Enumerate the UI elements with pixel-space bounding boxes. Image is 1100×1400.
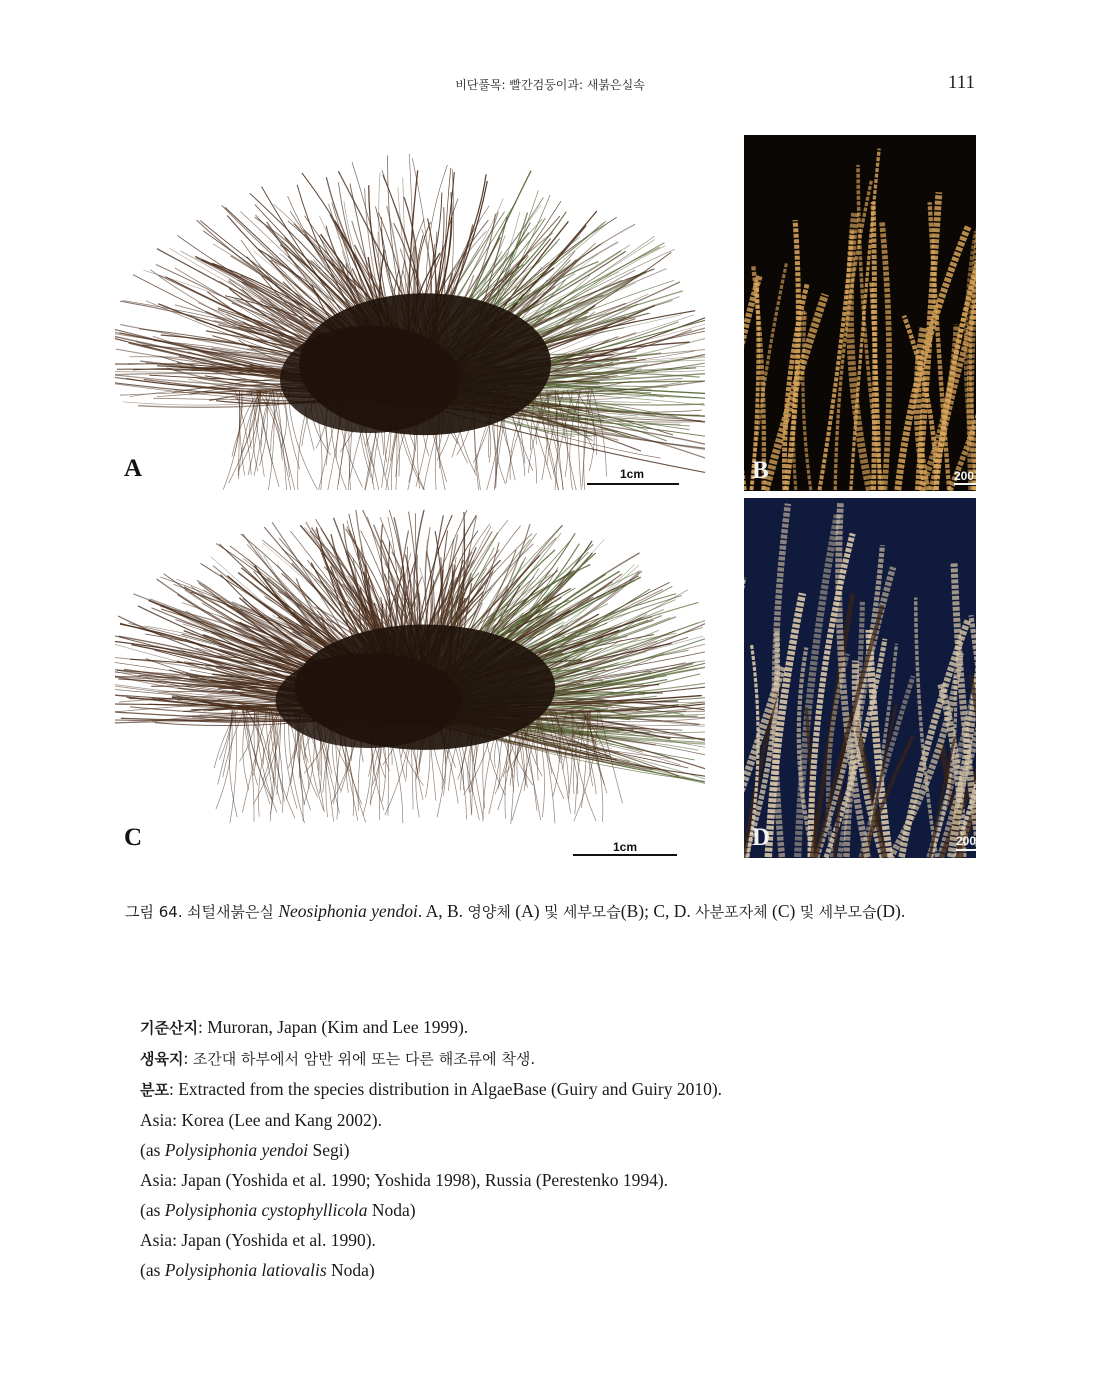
synonym-name: Polysiphonia yendoi (164, 1140, 309, 1160)
synonym-line: (as Polysiphonia cystophyllicola Noda) (140, 1200, 416, 1220)
scale-bar-c (573, 854, 677, 856)
species-info (140, 1012, 980, 1285)
panel-letter-b: B (752, 457, 769, 484)
distribution-record: Asia: Korea (Lee and Kang 2002). (140, 1110, 382, 1130)
caption-figure-number: 그림 64. (125, 903, 183, 921)
caption-text: (A) (515, 901, 540, 921)
figure-panel-d (744, 498, 976, 858)
scale-bar-a (587, 483, 679, 485)
distribution-line (140, 1074, 980, 1105)
running-header: 비단풀목: 빨간검둥이과: 새붉은실속 (455, 78, 645, 92)
caption-text: 및 (799, 903, 815, 921)
figure-panel-a (115, 140, 705, 490)
synonym-line: (as Polysiphonia yendoi Segi) (140, 1140, 350, 1160)
micrograph-image-b (744, 135, 976, 491)
caption-korean-name: 쇠털새붉은실 (186, 903, 274, 921)
scale-bar-d (956, 849, 976, 851)
specimen-image-c (115, 510, 705, 865)
page-number: 111 (947, 72, 975, 93)
caption-text: 세부모습 (818, 903, 877, 921)
habitat-line: 생육지: 조간대 하부에서 암반 위에 또는 다른 해조류에 착생. (140, 1048, 536, 1068)
specimen-image-a (115, 140, 705, 490)
synonym-line: (as Polysiphonia latiovalis Noda) (140, 1260, 375, 1280)
caption-text: 세부모습 (562, 903, 621, 921)
panel-letter-a: A (124, 455, 143, 482)
distribution-text: : Extracted from the species distribution in AlgaeBase (Guiry and Guiry 2010). (168, 1079, 723, 1099)
habitat-text: 조간대 하부에서 암반 위에 또는 다른 해조류에 착생. (192, 1050, 536, 1068)
synonym-name: Polysiphonia latiovalis (164, 1260, 327, 1280)
figure-caption (125, 896, 977, 928)
distribution-record: Asia: Japan (Yoshida et al. 1990). (140, 1230, 376, 1250)
caption-text: 영양체 (467, 903, 511, 921)
scale-label-b: 200 (954, 469, 975, 483)
caption-species-name: Neosiphonia yendoi (278, 901, 418, 921)
figure-panel-b (744, 135, 976, 491)
caption-text: (C) (772, 901, 796, 921)
micrograph-image-d (744, 498, 976, 858)
caption-text: 사분포자체 (695, 903, 768, 921)
synonym-name: Polysiphonia cystophyllicola (164, 1200, 368, 1220)
scale-bar-b (954, 483, 976, 485)
figure-panel-c (115, 510, 705, 865)
scale-label-c: 1cm (612, 840, 638, 854)
habitat-label: 생육지 (140, 1050, 184, 1068)
panel-letter-c: C (124, 824, 143, 851)
caption-text: (B); C, D. (620, 901, 691, 921)
panel-letter-d: D (752, 824, 771, 851)
type-locality-line (140, 1012, 980, 1043)
scale-label-a: 1cm (619, 467, 645, 481)
caption-text: . A, B. (417, 901, 464, 921)
type-locality-label: 기준산지 (140, 1019, 198, 1037)
caption-text: 및 (543, 903, 559, 921)
distribution-record: Asia: Japan (Yoshida et al. 1990; Yoshida 1998), Russia (Perestenko 1994). (140, 1170, 669, 1190)
caption-text: (D). (876, 901, 906, 921)
type-locality-text: : Muroran, Japan (Kim and Lee 1999). (197, 1017, 469, 1037)
distribution-label: 분포 (140, 1081, 169, 1099)
scale-label-d: 200 (956, 834, 976, 848)
